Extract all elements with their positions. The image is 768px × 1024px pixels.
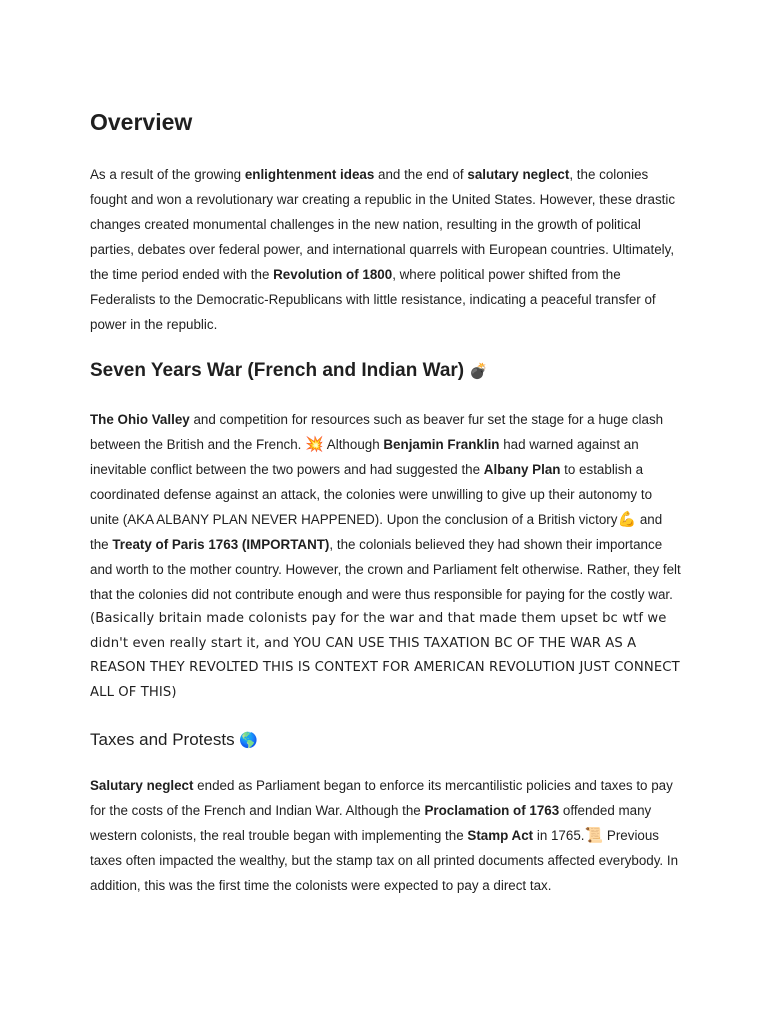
section-overview	[90, 106, 682, 337]
text-run: and the	[90, 512, 663, 552]
emoji-icon: 💪	[617, 510, 637, 528]
text-run: and competition for resources such as beaver fur set the stage for a huge clash between the British and the French.	[90, 412, 664, 452]
text-run: to establish a coordinated defense against an attack, the colonies were unwilling to give up their autonomy to unite (AKA ALBANY PLAN NEVER HAPPENED). Upon the conclusion of a British victory	[90, 462, 653, 527]
bold-term: Treaty of Paris 1763	[112, 537, 239, 552]
bold-term: Proclamation of 1763	[424, 803, 560, 818]
paragraph-note: (Basically britain made colonists pay for the war and that made them upset bc wtf we didn't even really start it, and YOU CAN USE THIS TAXATION BC OF THE WAR AS A REASON THEY REVOLTED THIS IS CONTEXT FOR AMERICAN REVOLUTION JUST CONNECT ALL OF THIS)	[90, 611, 680, 700]
bold-term: Stamp Act	[467, 828, 534, 843]
section-taxes-protests	[90, 727, 682, 898]
section-seven-years-war	[90, 357, 682, 705]
bold-term: salutary neglect	[467, 167, 570, 182]
text-run: , where political power shifted from the Federalists to the Democratic-Republicans with little resistance, indicating a peaceful transfer of power in the republic.	[90, 267, 656, 332]
emoji-icon: 📜	[584, 826, 604, 844]
text-run: offended many western colonists, the real trouble began with implementing the	[90, 803, 652, 843]
text-run: and the end of	[374, 167, 468, 182]
globe-icon: 🌎	[239, 731, 258, 749]
bold-term: Salutary neglect	[90, 778, 194, 793]
document-content	[90, 106, 682, 918]
bomb-icon: 💣	[469, 362, 489, 380]
text-run: Although	[323, 437, 384, 452]
text-run: , the colonies fought and won a revolutionary war creating a republic in the United States. However, these drastic changes created monumental challenges in the new nation, resulting in the growth of political parties, debates over federal power, and international quarrels with European countries. Ultimately, the time period ended with the	[90, 167, 676, 282]
text-run: , the colonials believed they had shown their importance and worth to the mother country. However, the crown and Parliament felt otherwise. Rather, they felt that the colonies did not contribute enough and were thus responsible for paying for the costly war.	[90, 537, 681, 602]
bold-term: Albany Plan	[483, 462, 561, 477]
text-run: As a result of the growing	[90, 167, 245, 182]
text-run: ended as Parliament began to enforce its mercantilistic policies and taxes to pay for the costs of the French and Indian War. Although the	[90, 778, 673, 818]
heading-seven-years-war	[90, 357, 682, 385]
heading-seven-years-war-text: Seven Years War (French and Indian War)	[90, 360, 465, 381]
bold-term: Revolution of 1800	[273, 267, 393, 282]
paragraph-seven-years-war	[90, 407, 682, 607]
bold-term: (IMPORTANT)	[238, 537, 330, 552]
emoji-icon: 💥	[305, 435, 324, 453]
paragraph-overview	[90, 162, 682, 337]
bold-term: The Ohio Valley	[90, 412, 190, 427]
text-run: Previous taxes often impacted the wealthy, but the stamp tax on all printed documents affected everybody. In addition, this was the first time the colonists were expected to pay a direct tax.	[90, 828, 679, 893]
text-run: in 1765.	[533, 828, 585, 843]
heading-taxes-protests	[90, 727, 682, 753]
bold-term: Benjamin Franklin	[383, 437, 500, 452]
text-run: had warned against an inevitable conflict between the two powers and had suggested the	[90, 437, 639, 477]
paragraph-taxes	[90, 773, 682, 898]
heading-overview: Overview	[90, 109, 193, 135]
heading-taxes-protests-text: Taxes and Protests	[90, 730, 235, 749]
bold-term: enlightenment ideas	[244, 167, 375, 182]
